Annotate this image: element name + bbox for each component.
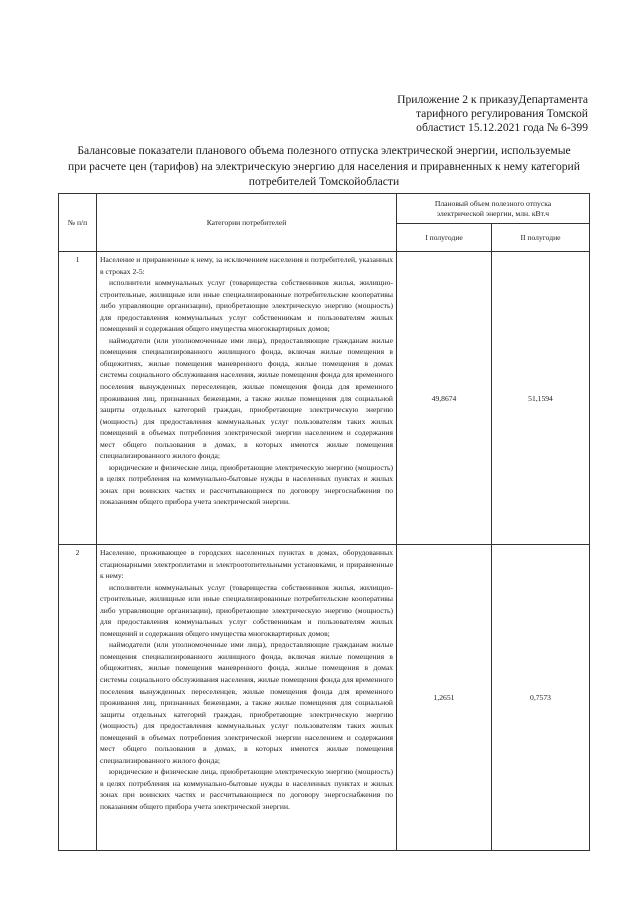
balance-table xyxy=(58,193,590,851)
volume-header-line-2: электрической энергии, млн. кВт.ч xyxy=(436,208,550,218)
title-line-2: при расчете цен (тарифов) на электрическую энергию для населения и приравненных к нему категорий xyxy=(68,159,580,173)
appendix-line-2: тарифного регулирования Томской xyxy=(415,107,588,120)
row-number: 1 xyxy=(59,252,97,545)
row-number: 2 xyxy=(59,545,97,851)
volume-header-line-1: Плановый объем полезного отпуска xyxy=(434,198,552,208)
category-paragraph: Население и приравненные к нему, за исключением населения и потребителей, указанных в строках 2-5: xyxy=(100,255,393,276)
category-paragraph: исполнители коммунальных услуг (товарищества собственников жилья, жилищно-строительные, жилищные или иные специализированные потребительские кооперативы либо управляющие организации), приобретающие электрическую энергию (мощность) для предоставления коммунальных услуг собственникам и пользователям жилых помещений и содержания общего имущества многоквартирных домов; xyxy=(100,278,393,334)
category-paragraph: юридические и физические лица, приобретающие электрическую энергию (мощность) в целях потребления на коммунально-бытовые нужды в населенных пунктах и жилых зонах при воинских частях и рассчитывающиеся по договору энергоснабжения по показаниям общего прибора учета электрической энергии. xyxy=(100,462,393,507)
column-header-half2: II полугодие xyxy=(492,224,590,252)
half1-value: 1,2651 xyxy=(397,545,492,851)
column-header-half1: I полугодие xyxy=(397,224,492,252)
half2-value: 51,1594 xyxy=(492,252,590,545)
category-paragraph: Население, проживающее в городских населенных пунктах в домах, оборудованных стационарными электроплитами и электроотопительными установками, и приравненные к нему: xyxy=(100,548,393,581)
table-row xyxy=(59,252,590,545)
title-line-3: потребителей Томскойобласти xyxy=(248,175,400,188)
column-header-num: № п/п xyxy=(59,194,97,252)
category-paragraph: наймодатели (или уполномоченные ими лица), предоставляющие гражданам жилые помещения специализированного жилищного фонда, включая жилые помещения в общежитиях, жилые помещения маневренного фонда, жилые помещения в домах системы социального обслуживания населения, жилые помещения фонда для временного поселения вынужденных переселенцев, жилые помещения фонда для временного проживания лиц, признанных беженцами, а также жилые помещения для социальной защиты отдельных категорий граждан, приобретающие электрическую энергию (мощность) для предоставления коммунальных услуг пользователям таких жилых помещений в объемах потребления электрической энергии населением и содержания мест общего пользования в домах, в которых имеются жилые помещения специализированного жилого фонда; xyxy=(100,640,393,765)
appendix-line-3: областист 15.12.2021 года № 6-399 xyxy=(416,121,588,134)
half1-value: 49,8674 xyxy=(397,252,492,545)
appendix-line-1: Приложение 2 к приказуДепартамента xyxy=(397,93,588,106)
appendix-header xyxy=(338,93,588,135)
category-paragraph: наймодатели (или уполномоченные ими лица), предоставляющие гражданам жилые помещения специализированного жилищного фонда, включая жилые помещения в общежитиях, жилые помещения маневренного фонда, жилые помещения в домах системы социального обслуживания населения, жилые помещения фонда для временного поселения вынужденных переселенцев, жилые помещения фонда для временного проживания лиц, признанных беженцами, а также жилые помещения для социальной защиты отдельных категорий граждан, приобретающие электрическую энергию (мощность) для предоставления коммунальных услуг пользователям таких жилых помещений в объемах потребления электрической энергии населением и содержания мест общего пользования в домах, в которых имеются жилые помещения специализированного жилого фонда; xyxy=(100,335,393,461)
category-cell xyxy=(97,252,397,545)
column-header-volume xyxy=(397,194,590,224)
title-line-1: Балансовые показатели планового объема полезного отпуска электрической энергии, используемые xyxy=(77,144,571,157)
half2-value: 0,7573 xyxy=(492,545,590,851)
column-header-category: Категории потребителей xyxy=(97,194,397,252)
document-title xyxy=(58,143,590,190)
category-paragraph: юридические и физические лица, приобретающие электрическую энергию (мощность) в целях потребления на коммунально-бытовые нужды в населенных пунктах и жилых зонах при воинских частях и рассчитывающиеся по договору энергоснабжения по показаниям общего прибора учета электрической энергии. xyxy=(100,767,393,812)
table-row xyxy=(59,545,590,851)
category-paragraph: исполнители коммунальных услуг (товарищества собственников жилья, жилищно-строительные, жилищные или иные специализированные потребительские кооперативы либо управляющие организации), приобретающие электрическую энергию (мощность) для предоставления коммунальных услуг собственникам и пользователям жилых помещений и содержания общего имущества многоквартирных домов; xyxy=(100,582,393,638)
category-cell xyxy=(97,545,397,851)
